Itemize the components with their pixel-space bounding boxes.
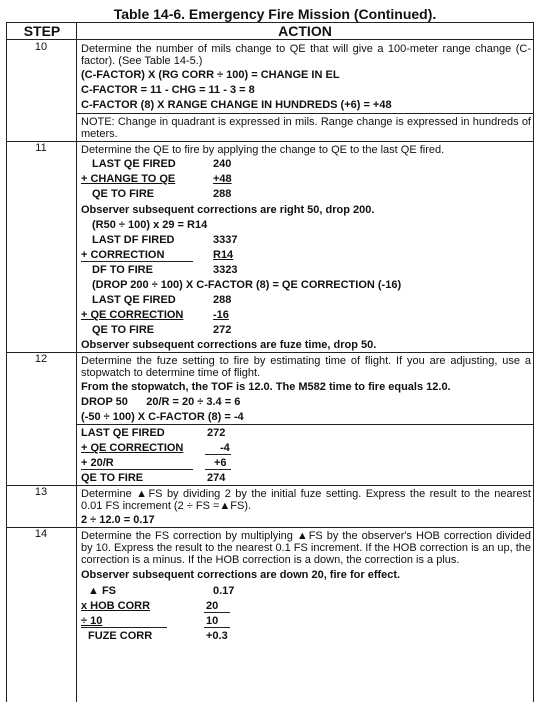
step-10-text: Determine the number of mils change to QE that will give a 100-meter range change (C-factor). (See Table 14-5.) xyxy=(81,43,531,67)
step-12-number: 12 xyxy=(34,353,48,365)
step-12-sub-rule xyxy=(77,424,534,425)
action-header: ACTION xyxy=(278,23,332,39)
row-divider-11-12 xyxy=(6,352,534,353)
step-12-tof: From the stopwatch, the TOF is 12.0. The M582 time to fire equals 12.0. xyxy=(81,381,451,393)
step-10-note-rule xyxy=(77,113,534,114)
step-14-label-delta-fs: ▲ FS xyxy=(88,585,116,597)
step-14-label-hob-corr: x HOB CORR xyxy=(81,600,151,612)
step-12-calc: (-50 ÷ 100) X C-FACTOR (8) = -4 xyxy=(81,411,244,423)
step-12-value-last-qe: 272 xyxy=(207,427,226,439)
step-14-text: Determine the FS correction by multiplying ▲FS by the observer's HOB correction divided by 10. Express the result to the nearest 0.1 FS increment. If the HOB correction is an up, the correction is a minus. If the HOB correction is a down, the correction is a plus. xyxy=(81,530,532,566)
step-11-calc-1: (R50 ÷ 100) x 29 = R14 xyxy=(92,219,208,231)
step-14-observer: Observer subsequent corrections are down 20, fire for effect. xyxy=(81,569,401,581)
step-14-div-10-rule xyxy=(81,627,167,628)
step-11-label-last-qe-2: LAST QE FIRED xyxy=(92,294,176,306)
step-10-note: NOTE: Change in quadrant is expressed in mils. Range change is expressed in hundreds of meters. xyxy=(81,116,531,140)
step-11-label-last-qe: LAST QE FIRED xyxy=(92,158,176,170)
step-14-hob-corr-rule xyxy=(204,612,230,613)
step-11-value-last-df: 3337 xyxy=(213,234,238,246)
right-border xyxy=(533,22,534,702)
step-11-label-qe-to-fire-2: QE TO FIRE xyxy=(92,324,155,336)
step-14-div-10-value-rule xyxy=(204,627,230,628)
step-11-value-qe-correction: -16 xyxy=(213,309,229,321)
step-11-label-df-to-fire: DF TO FIRE xyxy=(92,264,153,276)
step-12-value-qe-to-fire: 274 xyxy=(207,472,226,484)
step-11-label-last-df: LAST DF FIRED xyxy=(92,234,175,246)
step-12-value-qe-correction: -4 xyxy=(220,442,230,454)
step-11-correction-rule xyxy=(81,261,193,262)
header-bottom-rule xyxy=(6,39,534,40)
step-12-drop: DROP 50 20/R = 20 ÷ 3.4 = 6 xyxy=(81,396,241,408)
step-12-qe-correction-rule xyxy=(205,454,231,455)
table-title: Table 14-6. Emergency Fire Mission (Continued). xyxy=(113,6,437,22)
step-12-value-20r: +6 xyxy=(214,457,227,469)
step-11-label-change-qe: + CHANGE TO QE xyxy=(81,173,176,185)
step-12-label-last-qe: LAST QE FIRED xyxy=(81,427,165,439)
step-11-label-correction: + CORRECTION xyxy=(81,249,165,261)
step-14-value-div-10: 10 xyxy=(206,615,219,627)
step-header: STEP xyxy=(23,23,61,39)
step-11-observer-2: Observer subsequent corrections are fuze time, drop 50. xyxy=(81,339,377,351)
step-11-number: 11 xyxy=(35,142,47,154)
step-10-formula-3: C-FACTOR (8) X RANGE CHANGE IN HUNDREDS (+6) = +48 xyxy=(81,99,392,111)
step-14-value-delta-fs: 0.17 xyxy=(213,585,235,597)
row-divider-13-14 xyxy=(6,527,534,528)
step-13-text: Determine ▲FS by dividing 2 by the initial fuze setting. Express the result to the nearest 0.01 FS increment (2 ÷ FS =▲FS). xyxy=(81,488,531,512)
step-11-label-qe-to-fire: QE TO FIRE xyxy=(92,188,155,200)
step-11-label-qe-correction: + QE CORRECTION xyxy=(81,309,184,321)
step-14-number: 14 xyxy=(34,528,48,540)
step-12-20r-rule xyxy=(81,469,193,470)
step-12-text: Determine the fuze setting to fire by estimating time of flight. If you are adjusting, use a stopwatch to determine time of flight. xyxy=(81,355,531,379)
step-14-label-div-10: ÷ 10 xyxy=(81,615,103,627)
step-10-formula-1: (C-FACTOR) X (RG CORR ÷ 100) = CHANGE IN EL xyxy=(81,69,340,81)
step-11-value-df-to-fire: 3323 xyxy=(213,264,238,276)
step-12-label-qe-to-fire: QE TO FIRE xyxy=(81,472,144,484)
step-11-value-qe-to-fire: 288 xyxy=(213,188,232,200)
step-11-value-last-qe-2: 288 xyxy=(213,294,232,306)
row-divider-12-13 xyxy=(6,485,534,486)
step-11-calc-2: (DROP 200 ÷ 100) X C-FACTOR (8) = QE CORRECTION (-16) xyxy=(92,279,402,291)
step-13-calc: 2 ÷ 12.0 = 0.17 xyxy=(81,514,155,526)
step-11-observer-1: Observer subsequent corrections are right 50, drop 200. xyxy=(81,204,375,216)
step-12-label-qe-correction: + QE CORRECTION xyxy=(81,442,184,454)
step-11-text: Determine the QE to fire by applying the change to QE to the last QE fired. xyxy=(81,144,445,156)
step-11-value-qe-to-fire-2: 272 xyxy=(213,324,232,336)
step-13-number: 13 xyxy=(34,486,48,498)
step-11-value-change-qe: +48 xyxy=(213,173,232,185)
row-divider-10-11 xyxy=(6,141,534,142)
step-12-20r-value-rule xyxy=(205,469,231,470)
step-14-value-hob-corr: 20 xyxy=(206,600,219,612)
step-14-value-fuze-corr: +0.3 xyxy=(206,630,228,642)
step-11-value-last-qe: 240 xyxy=(213,158,232,170)
step-14-label-fuze-corr: FUZE CORR xyxy=(88,630,153,642)
step-11-value-correction: R14 xyxy=(213,249,234,261)
step-10-number: 10 xyxy=(34,41,48,53)
step-12-label-20r: + 20/R xyxy=(81,457,114,469)
step-10-formula-2: C-FACTOR = 11 - CHG = 11 - 3 = 8 xyxy=(81,84,255,96)
